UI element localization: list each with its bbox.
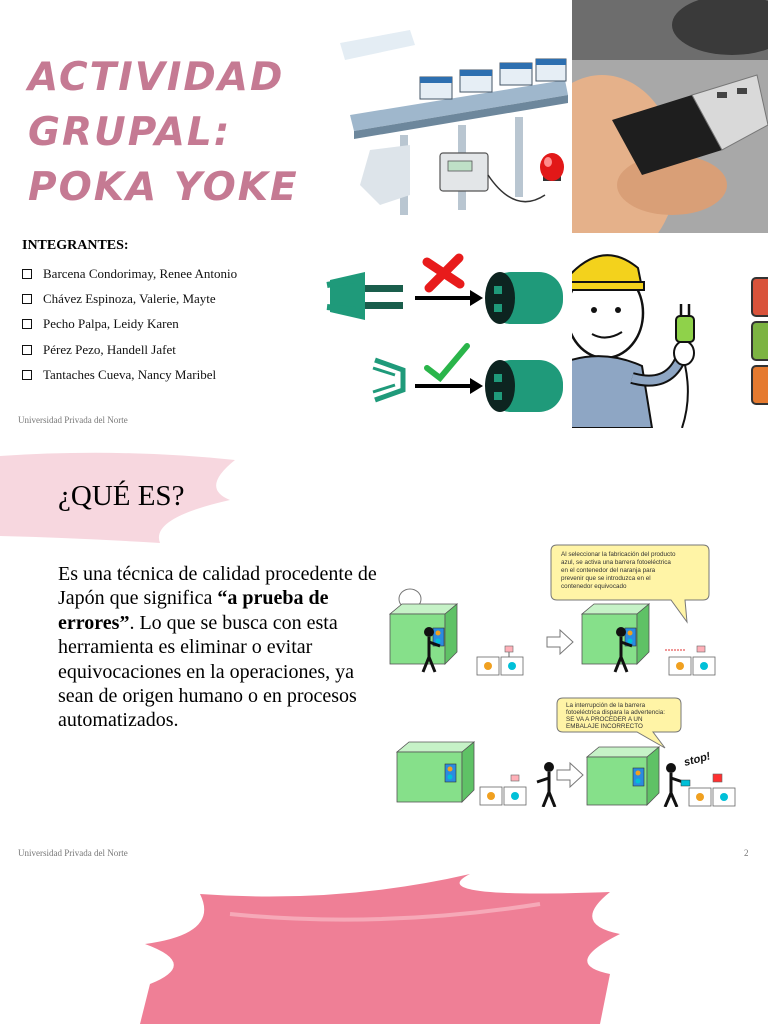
bubble-bottom-line-2: fotoeléctrica dispara la advertencia: [566, 709, 666, 716]
checkbox-bullet-icon [22, 319, 32, 329]
slide-what-is [0, 430, 768, 862]
definition-paragraph [58, 562, 378, 733]
conveyor-sensor-illustration [340, 25, 572, 225]
definition-text-start: Es una técnica de calidad procedente de Japón que significa [58, 563, 377, 610]
title-line-1: ACTIVIDAD [28, 55, 285, 100]
title-line-2: GRUPAL: [28, 110, 232, 155]
member-name: Pérez Pezo, Handell Jafet [43, 341, 176, 357]
checkbox-bullet-icon [22, 345, 32, 355]
title-line-3: POKA YOKE [28, 165, 299, 210]
bubble-top-line-3: en el contenedor del naranja para [561, 567, 656, 574]
bubble-bottom-line-4: EMBALAJE INCORRECTO [566, 723, 643, 730]
member-name: Pecho Palpa, Leidy Karen [43, 316, 179, 332]
bubble-top-line-2: azul, se activa una barrera fotoeléctrica [561, 559, 671, 566]
bubble-bottom-line-3: SE VA A PROCEDER A UN [566, 716, 643, 723]
checkbox-bullet-icon [22, 269, 32, 279]
brush-stroke-decoration [140, 874, 620, 1024]
slide-next-preview [0, 862, 768, 1024]
stop-label: stop! [682, 750, 712, 769]
page-number: 2 [744, 848, 749, 858]
bubble-bottom-line-1: La interrupción de la barrera [566, 702, 646, 709]
plug-socket-diagram [325, 250, 570, 420]
slide-footer: Universidad Privada del Norte [18, 848, 128, 858]
slide-title [0, 0, 768, 430]
member-name: Chávez Espinoza, Valerie, Mayte [43, 290, 216, 306]
slide-footer: Universidad Privada del Norte [18, 415, 128, 425]
members-heading: INTEGRANTES: [22, 238, 129, 253]
bubble-top-line-5: contenedor equivocado [561, 583, 627, 590]
list-item [22, 312, 237, 337]
members-list [22, 261, 237, 387]
checkbox-bullet-icon [22, 294, 32, 304]
list-item [22, 362, 237, 387]
list-item [22, 261, 237, 286]
list-item [22, 286, 237, 311]
checkbox-bullet-icon [22, 370, 32, 380]
bubble-top-line-4: prevenir que se introduzca en el [561, 575, 651, 582]
list-item [22, 337, 237, 362]
bubble-top-line-1: Al seleccionar la fabricación del producto [561, 551, 676, 558]
member-name: Tantaches Cueva, Nancy Maribel [43, 366, 217, 382]
section-heading: ¿QUÉ ES? [58, 480, 185, 512]
definition-emphasis: “a prueba de errores” [58, 587, 329, 634]
pokayoke-process-illustration [385, 542, 737, 807]
worker-plug-cartoon [572, 238, 768, 428]
member-name: Barcena Condorimay, Renee Antonio [43, 265, 238, 281]
slide-title-heading [28, 50, 328, 215]
definition-text-end: . Lo que se busca con esta herramienta es eliminar o evitar equivocaciones en la operaciones, ya sean de origen humano o en procesos automatizados. [58, 611, 357, 732]
usb-plug-photo [572, 0, 768, 233]
